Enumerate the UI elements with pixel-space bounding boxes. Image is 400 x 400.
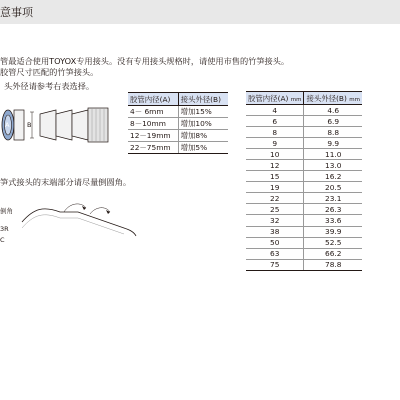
table-cell: 16.2 [304, 171, 362, 182]
table-cell: 39.9 [304, 226, 362, 237]
edge-label-c: C [0, 236, 5, 244]
table-cell: 10 [246, 149, 304, 160]
hose-fitting-size-table [246, 91, 362, 271]
table-row [128, 118, 228, 130]
table-cell: 26.3 [304, 204, 362, 215]
table-cell: 32 [246, 215, 304, 226]
size-table-header-1 [246, 92, 304, 105]
increase-rate-table [128, 92, 228, 154]
table-cell: 22 [246, 193, 304, 204]
table-cell: 8－10mm [128, 118, 178, 130]
header-label: 胶管内径(A) [248, 93, 289, 103]
table-cell: 22－75mm [128, 142, 178, 154]
hose-fitting-diagram [0, 100, 126, 150]
table-cell: 63 [246, 248, 304, 259]
table-cell: 增加8% [178, 130, 228, 142]
table-cell: 50 [246, 237, 304, 248]
table-cell: 13.0 [304, 160, 362, 171]
table-cell: 19 [246, 182, 304, 193]
table-cell: 12 [246, 160, 304, 171]
table-cell: 11.0 [304, 149, 362, 160]
table-row [246, 127, 362, 138]
dimension-label-b: B [27, 121, 32, 129]
header-unit: mm [349, 96, 360, 103]
section-title: 意事项 [0, 6, 33, 19]
table-cell: 20.5 [304, 182, 362, 193]
header-unit: mm [290, 96, 302, 103]
table-row [246, 116, 362, 127]
table-row [246, 226, 362, 237]
table-row [246, 149, 362, 160]
table-row [246, 105, 362, 116]
intro-line-2: 胶管尺寸匹配的竹笋接头。 [0, 67, 99, 77]
table-row [246, 182, 362, 193]
edge-label-radius: 3R [0, 225, 9, 233]
table-row [246, 259, 362, 270]
table-row [246, 138, 362, 149]
edge-rounding-diagram [20, 198, 138, 242]
table-row [128, 142, 228, 154]
table-cell: 23.1 [304, 193, 362, 204]
size-table-header-2 [304, 92, 362, 105]
table-cell: 15 [246, 171, 304, 182]
increase-table-header-2: 接头外径(B) [178, 93, 228, 106]
table-row [246, 248, 362, 259]
selection-note: 头外径请参考右表选择。 [4, 81, 95, 91]
table-cell: 4.6 [304, 105, 362, 116]
table-row [246, 237, 362, 248]
table-cell: 9 [246, 138, 304, 149]
table-row [246, 171, 362, 182]
table-cell: 增加15% [178, 106, 228, 118]
table-row [128, 106, 228, 118]
table-row [246, 204, 362, 215]
table-cell: 38 [246, 226, 304, 237]
table-cell: 33.6 [304, 215, 362, 226]
table-cell: 增加5% [178, 142, 228, 154]
table-cell: 4－ 6mm [128, 106, 178, 118]
table-cell: 75 [246, 259, 304, 270]
table-row [246, 193, 362, 204]
table-cell: 6 [246, 116, 304, 127]
table-cell: 25 [246, 204, 304, 215]
intro-line-1: 管最适合使用TOYOX专用接头。没有专用接头规格时，请使用市售的竹笋接头。 [0, 56, 290, 66]
table-row [246, 160, 362, 171]
table-cell: 8.8 [304, 127, 362, 138]
table-cell: 6.9 [304, 116, 362, 127]
table-row [128, 130, 228, 142]
edge-label-chamfer: 倒角 [0, 207, 13, 215]
header-label: 接头外径(B) [306, 93, 347, 103]
table-cell: 12－19mm [128, 130, 178, 142]
table-row [246, 215, 362, 226]
table-cell: 9.9 [304, 138, 362, 149]
table-cell: 52.5 [304, 237, 362, 248]
table-cell: 4 [246, 105, 304, 116]
table-cell: 78.8 [304, 259, 362, 270]
dimension-label-a: A [5, 121, 10, 129]
table-cell: 增加10% [178, 118, 228, 130]
section-header-bar [0, 0, 400, 24]
table-cell: 8 [246, 127, 304, 138]
increase-table-header-1: 胶管内径(A) [128, 93, 178, 106]
edge-rounding-note: 笋式接头的末端部分请尽量倒圆角。 [0, 177, 132, 187]
table-cell: 66.2 [304, 248, 362, 259]
